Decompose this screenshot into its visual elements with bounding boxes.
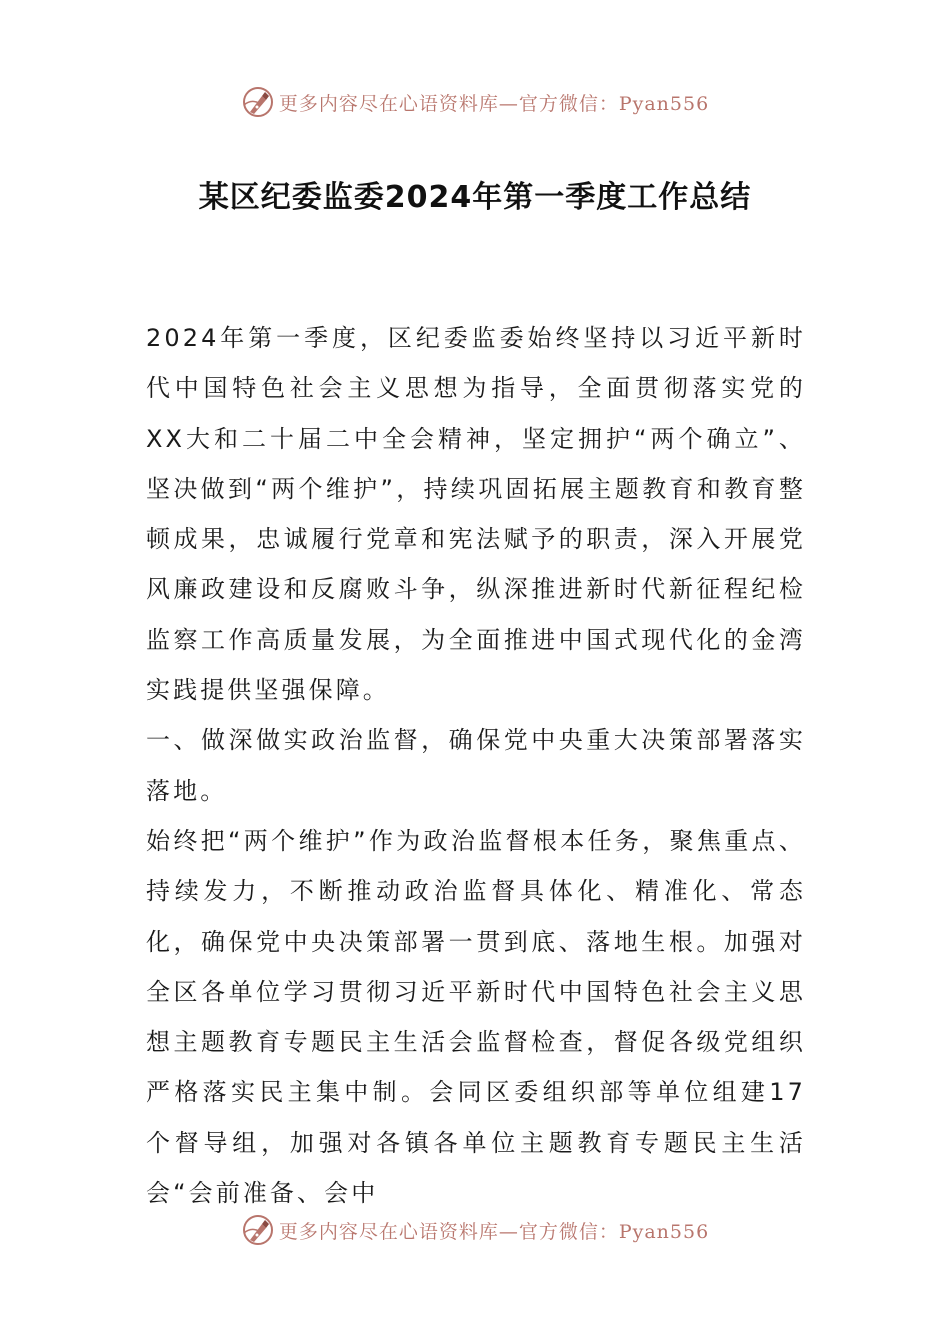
header-watermark-banner bbox=[0, 84, 950, 120]
header-banner-text: 更多内容尽在心语资料库—官方微信：Pyan556 bbox=[278, 92, 710, 115]
intro-paragraph: 2024年第一季度，区纪委监委始终坚持以习近平新时代中国特色社会主义思想为指导，全面贯彻落实党的XX大和二十届二中全会精神，坚定拥护“两个确立”、坚决做到“两个维护”，持续巩固拓展主题教育和教育整顿成果，忠诚履行党章和宪法赋予的职责，深入开展党风廉政建设和反腐败斗争，纵深推进新时代新征程纪检监察工作高质量发展，为全面推进中国式现代化的金湾实践提供坚强保障。 bbox=[146, 324, 806, 705]
pen-nib-logo-icon bbox=[241, 1213, 275, 1247]
footer-watermark-banner bbox=[0, 1212, 950, 1248]
pen-nib-logo-icon bbox=[241, 85, 275, 119]
section-1-paragraph: 始终把“两个维护”作为政治监督根本任务，聚焦重点、持续发力，不断推动政治监督具体化、精准化、常态化，确保党中央决策部署一贯到底、落地生根。加强对全区各单位学习贯彻习近平新时代中国特色社会主义思想主题教育专题民主生活会监督检查，督促各级党组织严格落实民主集中制。会同区委组织部等单位组建17个督导组，加强对各镇各单位主题教育专题民主生活会“会前准备、会中 bbox=[146, 826, 806, 1208]
document-title: 某区纪委监委2024年第一季度工作总结 bbox=[198, 180, 752, 215]
section-heading-1: 一、做深做实政治监督，确保党中央重大决策部署落实落地。 bbox=[146, 726, 806, 805]
document-body bbox=[146, 313, 806, 1218]
footer-banner-text: 更多内容尽在心语资料库—官方微信：Pyan556 bbox=[278, 1220, 710, 1243]
